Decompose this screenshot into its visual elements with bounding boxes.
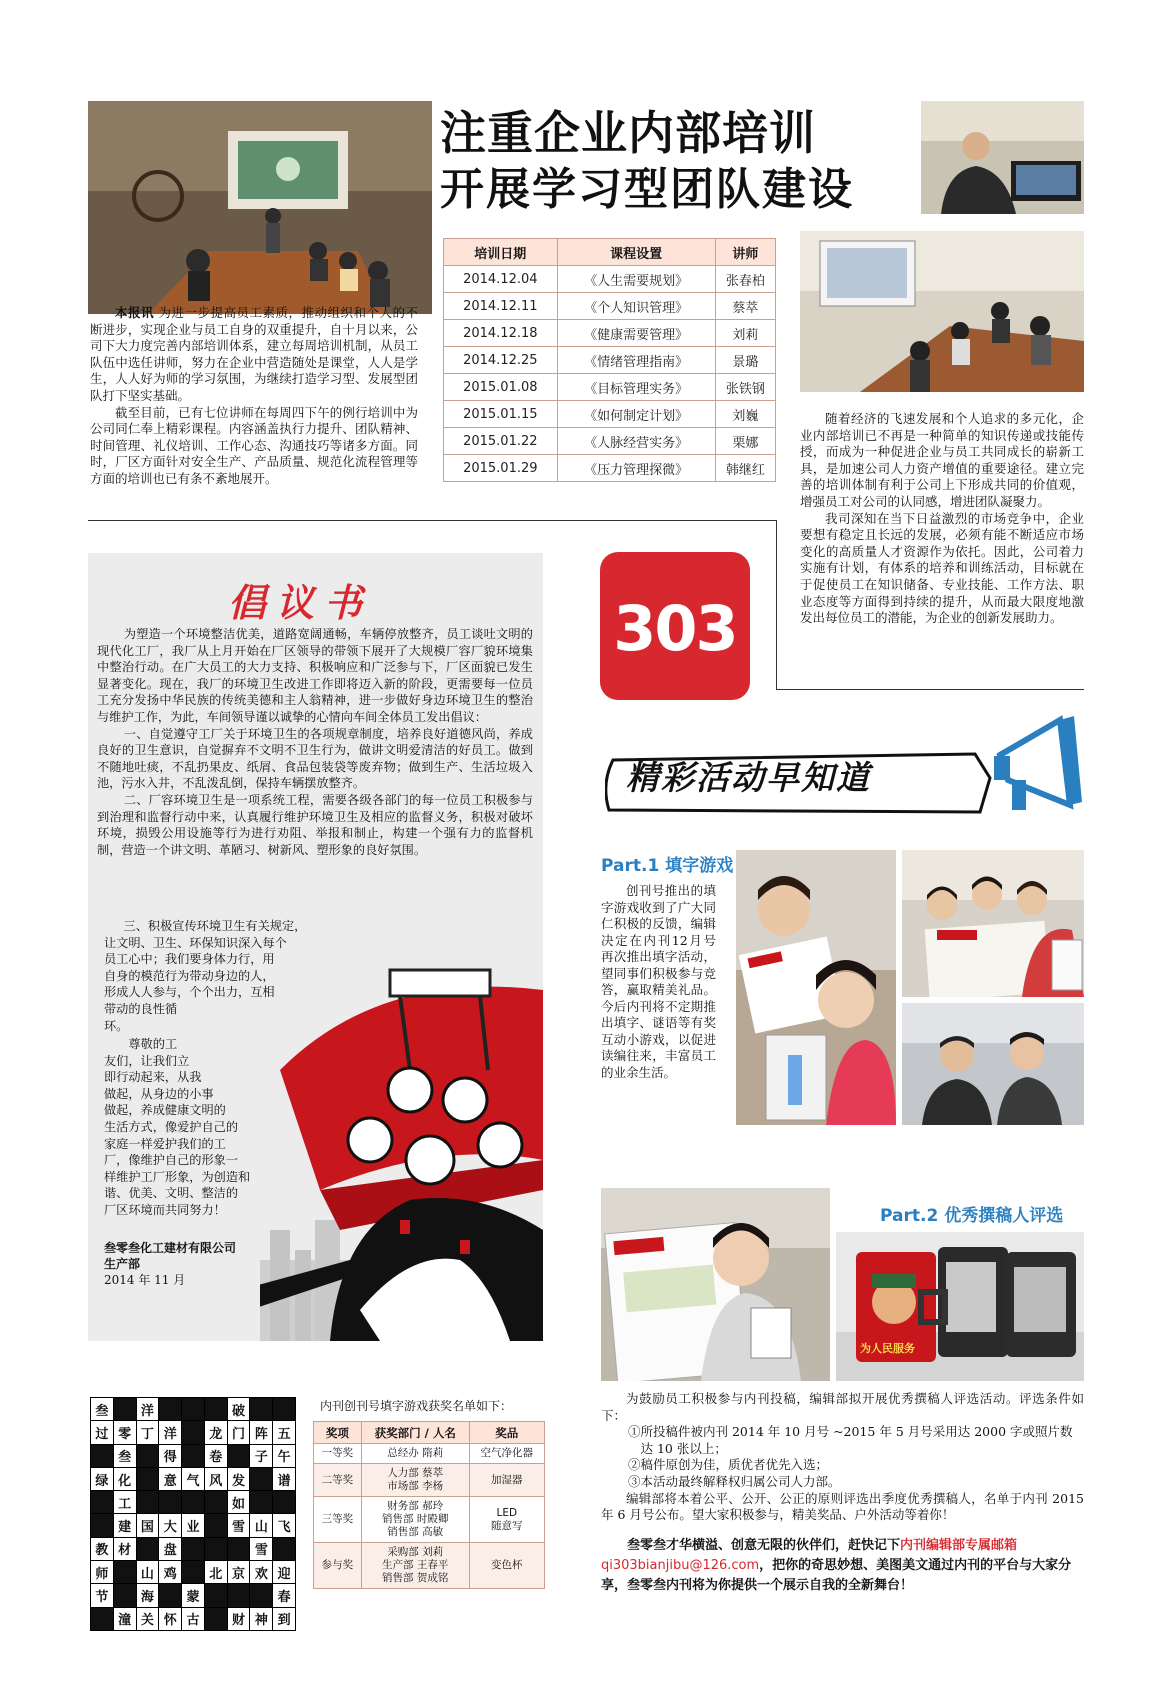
meeting-photo	[800, 231, 1084, 392]
crossword-cell	[228, 1445, 250, 1467]
right-paragraph-2: 我司深知在当下日益激烈的市场竞争中，企业要想有稳定且长远的发展，必须有能不断适应市场变化的高质量人才资源作为依托。因此，公司着力实施有计划，有体系的培养和训练活动，目标就在于促使员工在知识储备、专业技能、工作方法、职业态度等方面得到持续的提升，从而最大限度地激发出每位员工的潜能，为企业的创新发展助力。	[800, 510, 1084, 626]
crossword-cell	[137, 1468, 159, 1490]
crossword-cell: 门	[228, 1421, 250, 1443]
crossword-cell: 盘	[159, 1538, 181, 1560]
cell-date: 2014.12.04	[444, 266, 558, 293]
crossword-cell: 绿	[91, 1468, 113, 1490]
table-row	[444, 401, 776, 428]
crossword-cell: 潼	[114, 1608, 136, 1630]
crossword-cell: 财	[228, 1608, 250, 1630]
cell-date: 2015.01.08	[444, 374, 558, 401]
cell-date: 2015.01.29	[444, 455, 558, 482]
proposal-line: 厂，像维护自己的形象一	[104, 1153, 239, 1168]
crossword-cell: 卷	[205, 1445, 227, 1467]
cell-winner: 采购部 刘莉 生产部 王春平 销售部 贺成铭	[361, 1543, 469, 1589]
editorial-email-link[interactable]: qi303bianjibu@126.com	[601, 1558, 760, 1573]
crossword-cell: 工	[114, 1491, 136, 1513]
crossword-cell	[205, 1608, 227, 1630]
signature-department: 生产部	[104, 1257, 141, 1271]
cell-date: 2015.01.15	[444, 401, 558, 428]
crossword-cell	[91, 1491, 113, 1513]
crossword-cell: 意	[159, 1468, 181, 1490]
proposal-line: 让文明、卫生、环保知识深入每个	[104, 935, 287, 950]
part2-body	[601, 1391, 1084, 1524]
cell-date: 2014.12.18	[444, 320, 558, 347]
crossword-cell: 山	[137, 1561, 159, 1583]
cell-prize: LED 随意写	[469, 1497, 544, 1543]
cell-award: 参与奖	[314, 1543, 362, 1589]
contact-callout	[601, 1536, 1084, 1596]
proposal-line: 尊敬的工	[128, 1037, 178, 1051]
right-paragraph-1: 随着经济的飞速发展和个人追求的多元化，企业内部培训已不再是一种简单的知识传递或技能传授，而成为一种促进企业与员工共同成长的崭新工具，是加速公司人力资产增值的重要途径。建立完善的培训体制有利于公司上下形成共同的价值观，增强员工对公司的认同感，增进团队凝聚力。	[800, 411, 1084, 509]
col-award: 奖项	[314, 1422, 362, 1444]
col-prize: 奖品	[469, 1422, 544, 1444]
crossword-cell: 大	[159, 1514, 181, 1536]
cell-winner: 总经办 隋莉	[361, 1444, 469, 1464]
proposal-line: 环。	[104, 1018, 129, 1033]
proposal-line: 形成人人参与，个个出力，互相	[104, 985, 275, 1000]
crossword-cell: 建	[114, 1514, 136, 1536]
col-course: 课程设置	[557, 239, 715, 266]
crossword-cell: 洋	[137, 1398, 159, 1420]
crossword-cell	[228, 1538, 250, 1560]
table-row	[444, 347, 776, 374]
crossword-cell: 师	[91, 1561, 113, 1583]
crossword-cell	[182, 1491, 204, 1513]
crossword-cell	[205, 1398, 227, 1420]
crossword-cell	[182, 1421, 204, 1443]
table-row	[314, 1444, 545, 1464]
crossword-cell: 海	[137, 1584, 159, 1606]
proposal-line: 友们，让我们立	[104, 1053, 190, 1068]
crossword-cell: 叁	[91, 1398, 113, 1420]
cell-lecturer: 景璐	[715, 347, 775, 374]
table-header-row	[444, 239, 776, 266]
crossword-cell	[159, 1584, 181, 1606]
cell-date: 2015.01.22	[444, 428, 558, 455]
proposal-line: 厂区环境而共同努力！	[104, 1202, 226, 1217]
crossword-cell: 风	[205, 1468, 227, 1490]
cell-lecturer: 蔡萃	[715, 293, 775, 320]
crossword-cell: 神	[250, 1608, 272, 1630]
col-lecturer: 讲师	[715, 239, 775, 266]
cell-lecturer: 韩继红	[715, 455, 775, 482]
cell-award: 二等奖	[314, 1464, 362, 1497]
crossword-cell	[182, 1538, 204, 1560]
crossword-grid	[90, 1397, 296, 1631]
part2-title: Part.2 优秀撰稿人评选	[880, 1206, 1064, 1226]
part2-intro: 为鼓励员工积极参与内刊投稿，编辑部拟开展优秀撰稿人评选活动。评选条件如下：	[601, 1391, 1084, 1423]
table-row	[314, 1543, 545, 1589]
proposal-paragraph-5	[104, 1036, 304, 1219]
part2-item: ③本活动最终解释权归属公司人力部。	[628, 1473, 841, 1489]
crossword-cell: 材	[114, 1538, 136, 1560]
part2-item: ②稿件原创为佳，质优者优先入选；	[628, 1457, 829, 1473]
crossword-cell: 如	[228, 1491, 250, 1513]
crossword-cell: 气	[182, 1468, 204, 1490]
cell-course: 《压力管理探微》	[557, 455, 715, 482]
crossword-cell: 零	[114, 1421, 136, 1443]
crossword-cell	[250, 1468, 272, 1490]
activity-title: 精彩活动早知道	[626, 758, 871, 797]
intro-article	[90, 305, 418, 488]
frame-divider	[776, 520, 777, 690]
crossword-cell: 节	[91, 1584, 113, 1606]
right-article	[800, 411, 1084, 627]
proposal-line: 员工心中；我们要身体力行，用	[104, 952, 275, 967]
training-room-photo	[88, 101, 432, 314]
proposal-title: 倡议书	[228, 580, 373, 625]
crossword-cell	[250, 1491, 272, 1513]
crossword-cell	[159, 1491, 181, 1513]
proposal-line: 做起，养成健康文明的	[104, 1103, 226, 1118]
table-row	[444, 428, 776, 455]
proposal-paragraph-1: 为塑造一个环境整洁优美，道路宽阔通畅，车辆停放整齐，员工谈吐文明的现代化工厂，我厂从上月开始在厂区领导的带领下展开了大规模厂容厂貌环境集中整治行动。在广大员工的大力支持、积极响应和广泛参与下，厂区面貌已发生显著变化。现在，我厂的环境卫生改进工作即将迈入新的阶段，更需要每一位员工充分发扬中华民族的传统美德和主人翁精神，进一步做好身边环境卫生的整治与维护工作，为此，车间领导谨以诚挚的心情向车间全体员工发出倡议：	[97, 627, 533, 724]
proposal-line: 样维护工厂形象，为创造和	[104, 1169, 251, 1184]
cell-course: 《健康需要管理》	[557, 320, 715, 347]
crossword-cell	[250, 1584, 272, 1606]
crossword-cell: 山	[250, 1514, 272, 1536]
winner-with-mug-photo	[601, 1188, 830, 1381]
cell-lecturer: 张春柏	[715, 266, 775, 293]
cell-prize: 变色杯	[469, 1543, 544, 1589]
signature-company: 叁零叁化工建材有限公司	[104, 1241, 237, 1255]
staff-holding-newsletter-photo	[736, 850, 896, 1125]
crossword-cell: 破	[228, 1398, 250, 1420]
table-row	[314, 1464, 545, 1497]
crossword-cell	[205, 1491, 227, 1513]
crossword-cell	[205, 1514, 227, 1536]
part2-item: ①所投稿件被内刊 2014 年 10 月号 ~2015 年 5 月号采用达 2000 字或照片数达 10 张以上；	[628, 1424, 1073, 1456]
intro-paragraph-2: 截至目前，已有七位讲师在每周四下午的例行培训中为公司同仁奉上精彩课程。内容涵盖执行力提升、团队精神、时间管理、礼仪培训、工作心态、沟通技巧等诸多方面。同时，厂区方面针对安全生产、产品质量、规范化流程管理等方面的培训也已有条不紊地展开。	[90, 404, 418, 486]
proposal-signature	[104, 1240, 236, 1288]
presenter-photo	[921, 101, 1084, 214]
cell-lecturer: 栗娜	[715, 428, 775, 455]
table-row	[444, 455, 776, 482]
proposal-line: 生活方式，像爱护自己的	[104, 1119, 239, 1134]
crossword-cell	[137, 1491, 159, 1513]
crossword-cell	[137, 1445, 159, 1467]
headline-line-1: 注重企业内部培训	[440, 106, 816, 160]
proposal-paragraph-4	[104, 918, 364, 1034]
cell-course: 《人脉经营实务》	[557, 428, 715, 455]
crossword-cell: 飞	[273, 1514, 295, 1536]
cta-suffix: ，把你的奇思妙想、美图美文通过内刊的平台与大家分享，叁零叁内刊将为你提供一个展示自我的全新舞台！	[601, 1558, 1072, 1593]
crossword-cell	[159, 1398, 181, 1420]
cell-award: 一等奖	[314, 1444, 362, 1464]
cell-award: 三等奖	[314, 1497, 362, 1543]
crossword-cell: 洋	[159, 1421, 181, 1443]
crossword-cell: 龙	[205, 1421, 227, 1443]
crossword-cell: 五	[273, 1421, 295, 1443]
crossword-cell: 欢	[250, 1561, 272, 1583]
proposal-line: 自身的模范行为带动身边的人，	[104, 968, 275, 983]
group-photo-1	[902, 850, 1084, 997]
cell-course: 《如何制定计划》	[557, 401, 715, 428]
crossword-cell: 叁	[114, 1445, 136, 1467]
crossword-cell: 教	[91, 1538, 113, 1560]
intro-paragraph-1: 为进一步提高员工素质，推动组织和个人的不断进步，实现企业与员工自身的双重提升，自十月以来，公司下大力度完善内部培训体系，建立每周培训机制，从员工队伍中选任讲师，努力在企业中营造随处是课堂，人人是学生，人人好为师的学习氛围，为继续打造学习型、发展型团队打下坚实基础。	[90, 305, 418, 403]
proposal-paragraph-2: 一、自觉遵守工厂关于环境卫生的各项规章制度，培养良好道德风尚，养成良好的卫生意识，自觉摒弃不文明不卫生行为，做讲文明爱清洁的好员工。做到不随地吐痰，不乱扔果皮、纸屑、食品包装袋等废弃物；做到生产、生活垃圾入池，污水入井，不乱泼乱倒，保持车辆摆放整齐。	[97, 726, 533, 791]
signature-date: 2014 年 11 月	[104, 1273, 186, 1287]
proposal-line: 谐、优美、文明、整洁的	[104, 1186, 239, 1201]
frame-divider	[776, 689, 1084, 690]
crossword-cell	[91, 1514, 113, 1536]
crossword-cell	[91, 1608, 113, 1630]
crossword-cell: 春	[273, 1584, 295, 1606]
intro-lead: 本报讯	[115, 305, 154, 320]
cell-winner: 人力部 蔡萃 市场部 李杨	[361, 1464, 469, 1497]
crossword-cell: 蒙	[182, 1584, 204, 1606]
cell-lecturer: 刘莉	[715, 320, 775, 347]
crossword-cell: 雪	[250, 1538, 272, 1560]
crossword-cell	[205, 1584, 227, 1606]
cta-highlight: 内刊编辑部专属邮箱	[900, 1538, 1018, 1553]
crossword-cell	[114, 1398, 136, 1420]
cta-prefix: 叁零叁才华横溢、创意无限的伙伴们，赶快记下	[627, 1538, 901, 1553]
table-row	[444, 293, 776, 320]
crossword-cell: 丁	[137, 1421, 159, 1443]
proposal-paragraph-3: 二、厂容环境卫生是一项系统工程，需要各级各部门的每一位员工积极参与到治理和监督行动中来，认真履行维护环境卫生及相应的监督义务，积极对破坏环境，损毁公用设施等行为进行劝阻、举报和制止，构建一个强有力的监督机制，营造一个讲文明、革陋习、树新风、塑形象的良好氛围。	[97, 792, 533, 857]
crossword-cell: 子	[250, 1445, 272, 1467]
cell-course: 《人生需要规划》	[557, 266, 715, 293]
proposal-line: 三、积极宣传环境卫生有关规定，	[123, 919, 307, 933]
crossword-cell: 鸡	[159, 1561, 181, 1583]
part2-outro: 编辑部将本着公平、公开、公正的原则评选出季度优秀撰稿人，名单于内刊 2015 年 6 月号公布。望大家积极参与，精美奖品、户外活动等着你！	[601, 1490, 1084, 1523]
crossword-cell: 业	[182, 1514, 204, 1536]
prize-table	[313, 1421, 545, 1589]
logo-text: 303	[613, 592, 737, 665]
cell-lecturer: 张铁钢	[715, 374, 775, 401]
crossword-cell: 到	[273, 1608, 295, 1630]
table-row	[444, 266, 776, 293]
cell-course: 《目标管理实务》	[557, 374, 715, 401]
crossword-cell: 午	[273, 1445, 295, 1467]
crossword-cell: 谱	[273, 1468, 295, 1490]
cell-course: 《情绪管理指南》	[557, 347, 715, 374]
crossword-cell: 雪	[228, 1514, 250, 1536]
table-header-row	[314, 1422, 545, 1444]
cell-date: 2014.12.11	[444, 293, 558, 320]
crossword-cell	[91, 1445, 113, 1467]
proposal-line: 即行动起来，从我	[104, 1070, 202, 1085]
table-row	[444, 320, 776, 347]
training-schedule-table	[443, 238, 776, 482]
crossword-cell	[205, 1538, 227, 1560]
crossword-cell	[273, 1398, 295, 1420]
cell-date: 2014.12.25	[444, 347, 558, 374]
crossword-cell	[137, 1538, 159, 1560]
crossword-cell: 迎	[273, 1561, 295, 1583]
proposal-line: 带动的良性循	[104, 1001, 178, 1016]
megaphone-icon	[990, 710, 1085, 820]
table-row	[314, 1497, 545, 1543]
col-date: 培训日期	[444, 239, 558, 266]
crossword-cell	[182, 1398, 204, 1420]
cell-lecturer: 刘巍	[715, 401, 775, 428]
crossword-cell	[273, 1491, 295, 1513]
crossword-cell: 京	[228, 1561, 250, 1583]
proposal-line: 做起，从身边的小事	[104, 1086, 214, 1101]
cell-winner: 财务部 郝玲 销售部 时殿卿 销售部 高敏	[361, 1497, 469, 1543]
crossword-cell: 发	[228, 1468, 250, 1490]
logo-303	[600, 552, 750, 700]
crossword-cell: 国	[137, 1514, 159, 1536]
part1-title: Part.1 填字游戏	[601, 856, 734, 876]
crossword-cell: 化	[114, 1468, 136, 1490]
part1-text: 创刊号推出的填字游戏收到了广大同仁积极的反馈，编辑决定在内刊12月号再次推出填字活动，望同事们积极参与竞答，赢取精美礼品。今后内刊将不定期推出填字、谜语等有奖互动小游戏，以促进读编往来，丰富员工的业余生活。	[601, 883, 716, 1080]
crossword-cell	[114, 1561, 136, 1583]
color-changing-mugs-photo	[836, 1232, 1084, 1381]
frame-divider	[88, 520, 776, 521]
crossword-cell	[182, 1561, 204, 1583]
crossword-cell	[250, 1398, 272, 1420]
crossword-cell: 得	[159, 1445, 181, 1467]
crossword-cell	[114, 1584, 136, 1606]
group-photo-2	[902, 1003, 1084, 1125]
cell-prize: 空气净化器	[469, 1444, 544, 1464]
crossword-cell	[182, 1445, 204, 1467]
proposal-line: 家庭一样爱护我们的工	[104, 1136, 226, 1151]
crossword-cell: 古	[182, 1608, 204, 1630]
col-winner: 获奖部门 / 人名	[361, 1422, 469, 1444]
headline-line-2: 开展学习型团队建设	[440, 164, 854, 215]
prize-caption: 内刊创刊号填字游戏获奖名单如下：	[320, 1399, 513, 1413]
crossword-cell: 阵	[250, 1421, 272, 1443]
crossword-cell: 过	[91, 1421, 113, 1443]
cell-course: 《个人知识管理》	[557, 293, 715, 320]
crossword-cell: 北	[205, 1561, 227, 1583]
mug-caption: 为人民服务	[860, 1342, 915, 1355]
proposal-body	[97, 626, 533, 858]
crossword-cell: 怀	[159, 1608, 181, 1630]
crossword-cell: 关	[137, 1608, 159, 1630]
crossword-cell	[273, 1538, 295, 1560]
table-row	[444, 374, 776, 401]
crossword-cell	[228, 1584, 250, 1606]
cell-prize: 加湿器	[469, 1464, 544, 1497]
